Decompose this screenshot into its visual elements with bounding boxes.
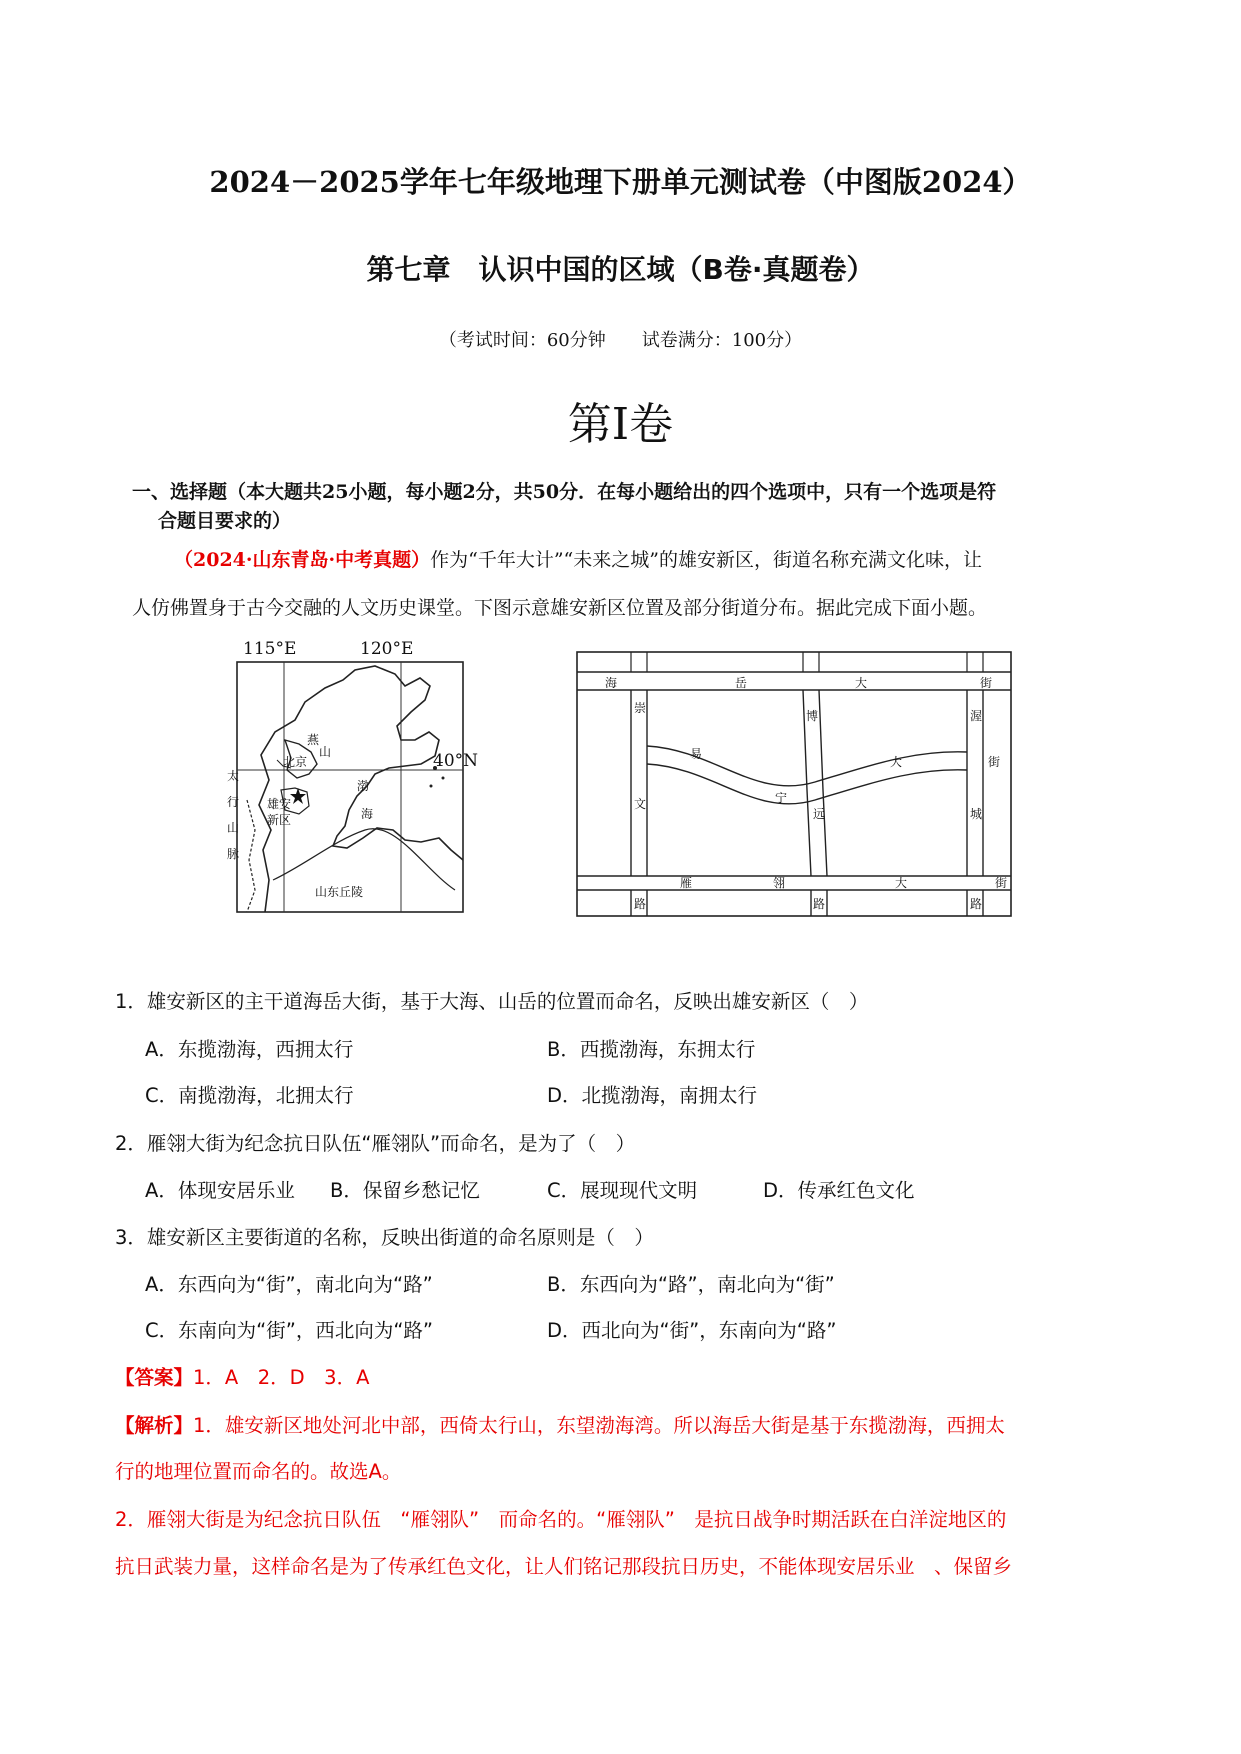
analysis-p2-line1: 2．雁翎大街是为纪念抗日队伍 “雁翎队” 而命名的。“雁翎队” 是抗日战争时期活跃在白洋淀地区的 — [115, 1508, 1007, 1531]
taihang-mountains — [247, 800, 255, 912]
analysis-p1-line1: 【解析】1．雄安新区地处河北中部，西倚太行山，东望渤海湾。所以海岳大街是基于东揽渤海，西拥太 — [115, 1414, 1005, 1437]
label-ning: 宁 — [775, 791, 788, 805]
lon-120-label: 120°E — [360, 640, 414, 659]
question-1-option-a[interactable]: A．东揽渤海，西拥太行 — [145, 1038, 354, 1061]
question-source: （2024·山东青岛·中考真题） — [174, 549, 431, 571]
label-xiongan-2: 新区 — [267, 813, 292, 827]
label-hai: 海 — [361, 807, 374, 821]
question-1-option-c[interactable]: C．南揽渤海，北拥太行 — [145, 1084, 354, 1107]
question-3-option-d[interactable]: D．西北向为“街”，东南向为“路” — [547, 1319, 837, 1342]
question-2-option-c[interactable]: C．展现现代文明 — [547, 1179, 698, 1202]
island-dot — [442, 777, 445, 780]
label-ling: 翎 — [773, 876, 786, 890]
label-jie1: 街 — [980, 676, 993, 690]
label-jie3: 街 — [995, 876, 1008, 890]
label-yue: 岳 — [735, 676, 748, 690]
label-xiongan-1: 雄安 — [267, 797, 292, 811]
label-hai: 海 — [605, 676, 618, 690]
exam-info: （考试时间：60分钟 试卷满分：100分） — [438, 330, 803, 351]
analysis-p2-line2: 抗日武装力量，这样命名是为了传承红色文化，让人们铭记那段抗日历史，不能体现安居乐业 、保留乡 — [115, 1555, 1013, 1578]
label-yan: 燕 — [307, 733, 320, 747]
label-yuan: 远 — [813, 807, 826, 821]
volume-heading: 第Ⅰ卷 — [567, 399, 674, 450]
intro-paragraph — [132, 536, 1122, 632]
chapter-subtitle: 第七章 认识中国的区域（B卷·真题卷） — [366, 253, 875, 286]
page-title: 2024－2025学年七年级地理下册单元测试卷（中图版2024） — [209, 165, 1032, 199]
label-lu1: 路 — [634, 897, 647, 911]
question-1-stem: 1．雄安新区的主干道海岳大街，基于大海、山岳的位置而命名，反映出雄安新区（ ） — [115, 990, 869, 1013]
label-tai: 太 — [227, 769, 240, 783]
label-da1: 大 — [855, 676, 868, 690]
label-shandong: 山东丘陵 — [315, 885, 364, 899]
label-hang: 行 — [227, 795, 240, 809]
section-heading-line2: 合题目要求的） — [158, 510, 292, 532]
answer-text: 1．A 2．D 3．A — [193, 1366, 370, 1389]
label-wen: 文 — [634, 797, 647, 811]
label-da3: 大 — [895, 876, 908, 890]
island-dot — [430, 785, 433, 788]
map-frame — [237, 662, 463, 912]
label-yi: 易 — [690, 747, 703, 761]
label-bo: 渤 — [357, 779, 370, 793]
intro-text-line1: 作为“千年大计”“未来之城”的雄安新区，街道名称充满文化味，让 — [430, 549, 982, 571]
label-mai: 脉 — [227, 847, 240, 861]
lon-115-label: 115°E — [243, 640, 297, 659]
label-yan: 雁 — [680, 876, 693, 890]
label-shan2: 山 — [227, 821, 240, 835]
analysis-p1-line2: 行的地理位置而命名的。故选A。 — [115, 1460, 402, 1483]
analysis-label: 【解析】 — [115, 1414, 194, 1437]
lat-40-label: 40°N — [433, 751, 479, 771]
label-bo: 博 — [806, 709, 819, 723]
question-3-option-b[interactable]: B．东西向为“路”，南北向为“街” — [547, 1273, 835, 1296]
question-1-option-b[interactable]: B．西揽渤海，东拥太行 — [547, 1038, 756, 1061]
section-heading — [132, 478, 1132, 536]
label-cheng: 城 — [970, 807, 983, 821]
question-2-stem: 2．雁翎大街为纪念抗日队伍“雁翎队”而命名，是为了（ ） — [115, 1132, 636, 1155]
label-shan: 山 — [319, 745, 332, 759]
label-lu3: 路 — [970, 897, 983, 911]
question-2-option-d[interactable]: D．传承红色文化 — [763, 1179, 915, 1202]
section-heading-line1: 一、选择题（本大题共25小题，每小题2分，共50分．在每小题给出的四个选项中，只有一个选项是符 — [132, 481, 997, 503]
answer-line — [115, 1362, 369, 1390]
label-wo: 渥 — [970, 709, 983, 723]
xiongan-location-map — [225, 640, 515, 930]
question-3-stem: 3．雄安新区主要街道的名称，反映出街道的命名原则是（ ） — [115, 1226, 654, 1249]
intro-text-line2: 人仿佛置身于古今交融的人文历史课堂。下图示意雄安新区位置及部分街道分布。据此完成下面小题。 — [132, 597, 988, 619]
label-jie2: 街 — [988, 755, 1001, 769]
label-beijing: 北京 — [283, 755, 308, 769]
label-chong: 崇 — [634, 701, 647, 715]
question-3-option-a[interactable]: A．东西向为“街”，南北向为“路” — [145, 1273, 433, 1296]
label-da2: 大 — [890, 755, 903, 769]
label-lu2: 路 — [813, 897, 826, 911]
question-2-option-a[interactable]: A．体现安居乐业 — [145, 1179, 295, 1202]
question-2-option-b[interactable]: B．保留乡愁记忆 — [330, 1179, 480, 1202]
question-3-option-c[interactable]: C．东南向为“街”，西北向为“路” — [145, 1319, 434, 1342]
question-1-option-d[interactable]: D．北揽渤海，南拥太行 — [547, 1084, 758, 1107]
answer-label: 【答案】 — [115, 1366, 194, 1389]
xiongan-street-map — [575, 650, 1015, 920]
